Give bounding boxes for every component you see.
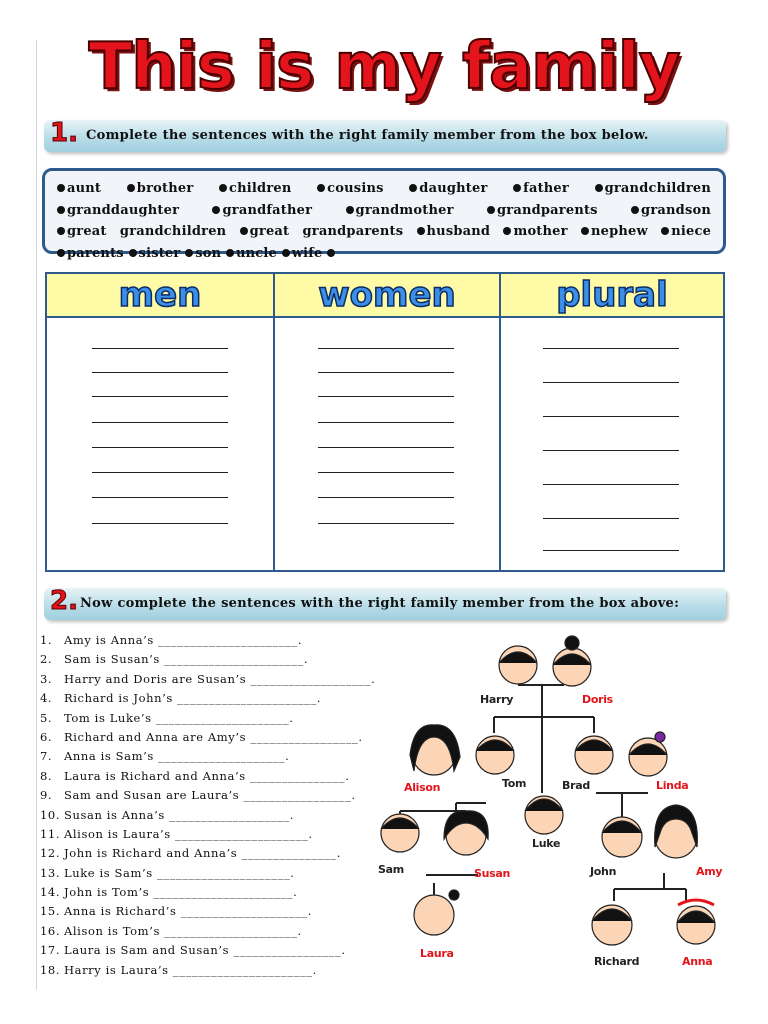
word-box-item bbox=[503, 224, 567, 239]
sentence-text: Susan is Anna’s ___________________. bbox=[64, 807, 295, 822]
word-box-word: grandchildren bbox=[604, 181, 712, 196]
word-box-word: cousins bbox=[327, 181, 384, 196]
sentence-item bbox=[40, 904, 380, 923]
section-2-number: 2. bbox=[50, 586, 78, 616]
header-women: women bbox=[275, 274, 499, 318]
word-box-item bbox=[661, 224, 711, 239]
name-susan: Susan bbox=[474, 867, 511, 880]
word-box-word: great grandchildren bbox=[67, 224, 227, 239]
sentence-item bbox=[40, 827, 380, 846]
sentence-number: 15. bbox=[40, 904, 61, 919]
sentence-item bbox=[40, 633, 380, 652]
sentence-text: Richard is John’s ______________________. bbox=[64, 691, 322, 706]
word-box-item bbox=[226, 246, 277, 261]
bullet-icon bbox=[503, 227, 511, 235]
section-2-banner bbox=[44, 588, 726, 620]
sentence-item bbox=[40, 711, 380, 730]
answer-blank-line[interactable] bbox=[92, 497, 228, 498]
answer-blank-line[interactable] bbox=[318, 348, 454, 349]
name-linda: Linda bbox=[656, 779, 689, 792]
sentence-item bbox=[40, 808, 380, 827]
word-box-word: husband bbox=[426, 224, 491, 239]
sentence-number: 13. bbox=[40, 865, 61, 880]
answer-blank-line[interactable] bbox=[92, 348, 228, 349]
word-box-item bbox=[417, 224, 491, 239]
answer-blank-line[interactable] bbox=[92, 396, 228, 397]
page-title: This is my family bbox=[88, 30, 680, 104]
word-box-word: mother bbox=[513, 224, 568, 239]
sentence-number: 6. bbox=[40, 729, 53, 744]
word-box-word: aunt bbox=[67, 181, 102, 196]
word-box-item bbox=[282, 246, 323, 261]
word-box-word: wife bbox=[291, 245, 323, 261]
word-box bbox=[42, 168, 726, 261]
header-plural: plural bbox=[501, 274, 723, 318]
sentence-item bbox=[40, 769, 380, 788]
bullet-icon bbox=[127, 184, 135, 192]
family-tree-graphic bbox=[378, 633, 724, 973]
answer-blank-line[interactable] bbox=[318, 396, 454, 397]
column-plural bbox=[499, 274, 723, 570]
word-box-item bbox=[127, 181, 194, 196]
word-box-item bbox=[581, 224, 648, 239]
answer-blank-line[interactable] bbox=[318, 422, 454, 423]
sentence-item bbox=[40, 788, 380, 807]
word-box-word: great grandparents bbox=[249, 224, 404, 239]
bullet-icon bbox=[57, 206, 65, 214]
margin-line bbox=[36, 40, 37, 990]
name-brad: Brad bbox=[562, 779, 590, 792]
word-box-item bbox=[57, 181, 101, 196]
word-box-item bbox=[240, 224, 404, 239]
sentence-item bbox=[40, 691, 380, 710]
sentence-text: Harry and Doris are Susan’s ___________________. bbox=[64, 671, 376, 686]
family-table bbox=[45, 272, 725, 572]
section-1-number: 1. bbox=[50, 118, 78, 148]
word-box-word: grandmother bbox=[355, 202, 454, 218]
answer-blank-line[interactable] bbox=[543, 484, 679, 485]
word-box-item bbox=[57, 246, 124, 261]
word-box-word: granddaughter bbox=[67, 202, 180, 218]
header-men: men bbox=[47, 274, 273, 318]
sentence-text: Sam and Susan are Laura’s _________________. bbox=[64, 788, 356, 803]
bullet-icon bbox=[487, 206, 495, 214]
answer-blank-line[interactable] bbox=[543, 450, 679, 451]
answer-blank-line[interactable] bbox=[543, 348, 679, 349]
name-john: John bbox=[590, 865, 617, 878]
sentence-text: Alison is Laura’s _____________________. bbox=[64, 826, 313, 841]
sentence-number: 18. bbox=[40, 962, 61, 977]
bullet-icon bbox=[240, 227, 248, 235]
bullet-icon bbox=[661, 227, 669, 235]
word-box-word: uncle bbox=[235, 245, 277, 261]
bullet-icon bbox=[631, 206, 639, 214]
sentence-item bbox=[40, 749, 380, 768]
answer-blank-line[interactable] bbox=[92, 372, 228, 373]
bullet-icon bbox=[581, 227, 589, 235]
word-box-word: grandparents bbox=[496, 202, 598, 218]
name-luke: Luke bbox=[532, 837, 561, 850]
answer-blank-line[interactable] bbox=[318, 372, 454, 373]
bullet-icon bbox=[212, 206, 220, 214]
word-box-item bbox=[631, 203, 711, 218]
answer-blank-line[interactable] bbox=[318, 447, 454, 448]
word-box-word: daughter bbox=[419, 181, 488, 196]
answer-blank-line[interactable] bbox=[318, 472, 454, 473]
bullet-icon bbox=[513, 184, 521, 192]
word-box-word: brother bbox=[136, 181, 194, 196]
name-laura: Laura bbox=[420, 947, 454, 960]
sentence-item bbox=[40, 963, 380, 982]
word-box-item bbox=[185, 246, 221, 261]
section-2-instruction: Now complete the sentences with the right family member from the box above: bbox=[80, 596, 680, 611]
name-anna: Anna bbox=[682, 955, 713, 968]
answer-blank-line[interactable] bbox=[543, 382, 679, 383]
word-box-word: son bbox=[195, 245, 222, 261]
sentence-text: Richard and Anna are Amy’s _________________. bbox=[64, 729, 363, 744]
name-richard: Richard bbox=[594, 955, 640, 968]
bullet-icon bbox=[57, 184, 65, 192]
answer-blank-line[interactable] bbox=[318, 497, 454, 498]
section-1-banner bbox=[44, 120, 726, 152]
answer-blank-line[interactable] bbox=[543, 518, 679, 519]
answer-blank-line[interactable] bbox=[92, 523, 228, 524]
bullet-icon bbox=[595, 184, 603, 192]
name-harry: Harry bbox=[480, 693, 514, 706]
sentence-item bbox=[40, 866, 380, 885]
word-box-word: father bbox=[523, 181, 569, 196]
bullet-icon bbox=[346, 206, 354, 214]
word-box-word: nephew bbox=[590, 224, 648, 239]
sentence-text: Sam is Susan’s ______________________. bbox=[64, 652, 309, 667]
sentence-number: 3. bbox=[40, 671, 53, 686]
word-box-item bbox=[409, 181, 487, 196]
sentence-item bbox=[40, 924, 380, 943]
sentence-number: 4. bbox=[40, 691, 53, 706]
word-box-item bbox=[57, 224, 226, 239]
bullet-icon bbox=[129, 249, 137, 257]
sentence-text: Tom is Luke’s _____________________. bbox=[64, 710, 294, 725]
sentence-number: 2. bbox=[40, 652, 53, 667]
sentence-number: 16. bbox=[40, 923, 61, 938]
answer-blank-line[interactable] bbox=[318, 523, 454, 524]
sentence-text: John is Tom’s ______________________. bbox=[64, 885, 298, 900]
bullet-icon bbox=[409, 184, 417, 192]
word-box-item bbox=[595, 181, 711, 196]
bullet-icon bbox=[327, 249, 335, 257]
bullet-icon bbox=[417, 227, 425, 235]
sentence-number: 7. bbox=[40, 749, 53, 764]
answer-blank-line[interactable] bbox=[92, 472, 228, 473]
sentence-list bbox=[40, 633, 380, 982]
sentence-number: 12. bbox=[40, 846, 61, 861]
sentence-number: 14. bbox=[40, 885, 61, 900]
section-1-instruction: Complete the sentences with the right family member from the box below. bbox=[86, 128, 649, 143]
sentence-number: 17. bbox=[40, 943, 61, 958]
name-tom: Tom bbox=[502, 777, 527, 790]
answer-blank-line[interactable] bbox=[543, 550, 679, 551]
word-box-item bbox=[57, 203, 179, 218]
word-box-item bbox=[317, 181, 383, 196]
sentence-item bbox=[40, 730, 380, 749]
word-box-item bbox=[513, 181, 569, 196]
sentence-item bbox=[40, 885, 380, 904]
sentence-item bbox=[40, 943, 380, 962]
answer-blank-line[interactable] bbox=[543, 416, 679, 417]
sentence-item bbox=[40, 652, 380, 671]
bullet-icon bbox=[57, 249, 65, 257]
name-doris: Doris bbox=[582, 693, 613, 706]
name-amy: Amy bbox=[696, 865, 723, 878]
sentence-text: John is Richard and Anna’s _______________. bbox=[64, 846, 341, 861]
sentence-number: 10. bbox=[40, 807, 61, 822]
sentence-text: Laura is Richard and Anna’s _______________. bbox=[64, 768, 350, 783]
word-box-item bbox=[219, 181, 292, 196]
word-box-word: parents bbox=[67, 245, 124, 261]
bullet-icon bbox=[57, 227, 65, 235]
sentence-number: 9. bbox=[40, 788, 53, 803]
name-sam: Sam bbox=[378, 863, 404, 876]
sentence-text: Harry is Laura’s ______________________. bbox=[64, 962, 317, 977]
bullet-icon bbox=[219, 184, 227, 192]
family-tree bbox=[378, 633, 724, 973]
sentence-text: Luke is Sam’s _____________________. bbox=[64, 865, 295, 880]
bullet-icon bbox=[185, 249, 193, 257]
word-box-word: grandson bbox=[641, 202, 711, 218]
answer-blank-line[interactable] bbox=[92, 422, 228, 423]
word-box-word: children bbox=[229, 181, 292, 196]
sentence-text: Anna is Richard’s ____________________. bbox=[64, 904, 313, 919]
word-box-word: sister bbox=[138, 245, 181, 261]
sentence-number: 1. bbox=[40, 633, 53, 647]
sentence-text: Anna is Sam’s ____________________. bbox=[64, 749, 290, 764]
bullet-icon bbox=[317, 184, 325, 192]
sentence-text: Laura is Sam and Susan’s _________________. bbox=[64, 943, 346, 958]
answer-blank-line[interactable] bbox=[92, 447, 228, 448]
word-box-item bbox=[212, 203, 312, 218]
word-box-item bbox=[129, 246, 181, 261]
word-box-item bbox=[346, 203, 454, 218]
sentence-item bbox=[40, 672, 380, 691]
sentence-text: Amy is Anna’s ______________________. bbox=[64, 633, 303, 647]
word-box-item bbox=[487, 203, 598, 218]
word-box-word: niece bbox=[671, 224, 712, 239]
sentence-number: 8. bbox=[40, 768, 53, 783]
sentence-item bbox=[40, 846, 380, 865]
sentence-number: 5. bbox=[40, 710, 53, 725]
bullet-icon bbox=[282, 249, 290, 257]
sentence-number: 11. bbox=[40, 826, 61, 841]
word-box-word: grandfather bbox=[222, 202, 313, 218]
sentence-text: Alison is Tom’s _____________________. bbox=[64, 923, 302, 938]
bullet-icon bbox=[226, 249, 234, 257]
name-alison: Alison bbox=[404, 781, 441, 794]
